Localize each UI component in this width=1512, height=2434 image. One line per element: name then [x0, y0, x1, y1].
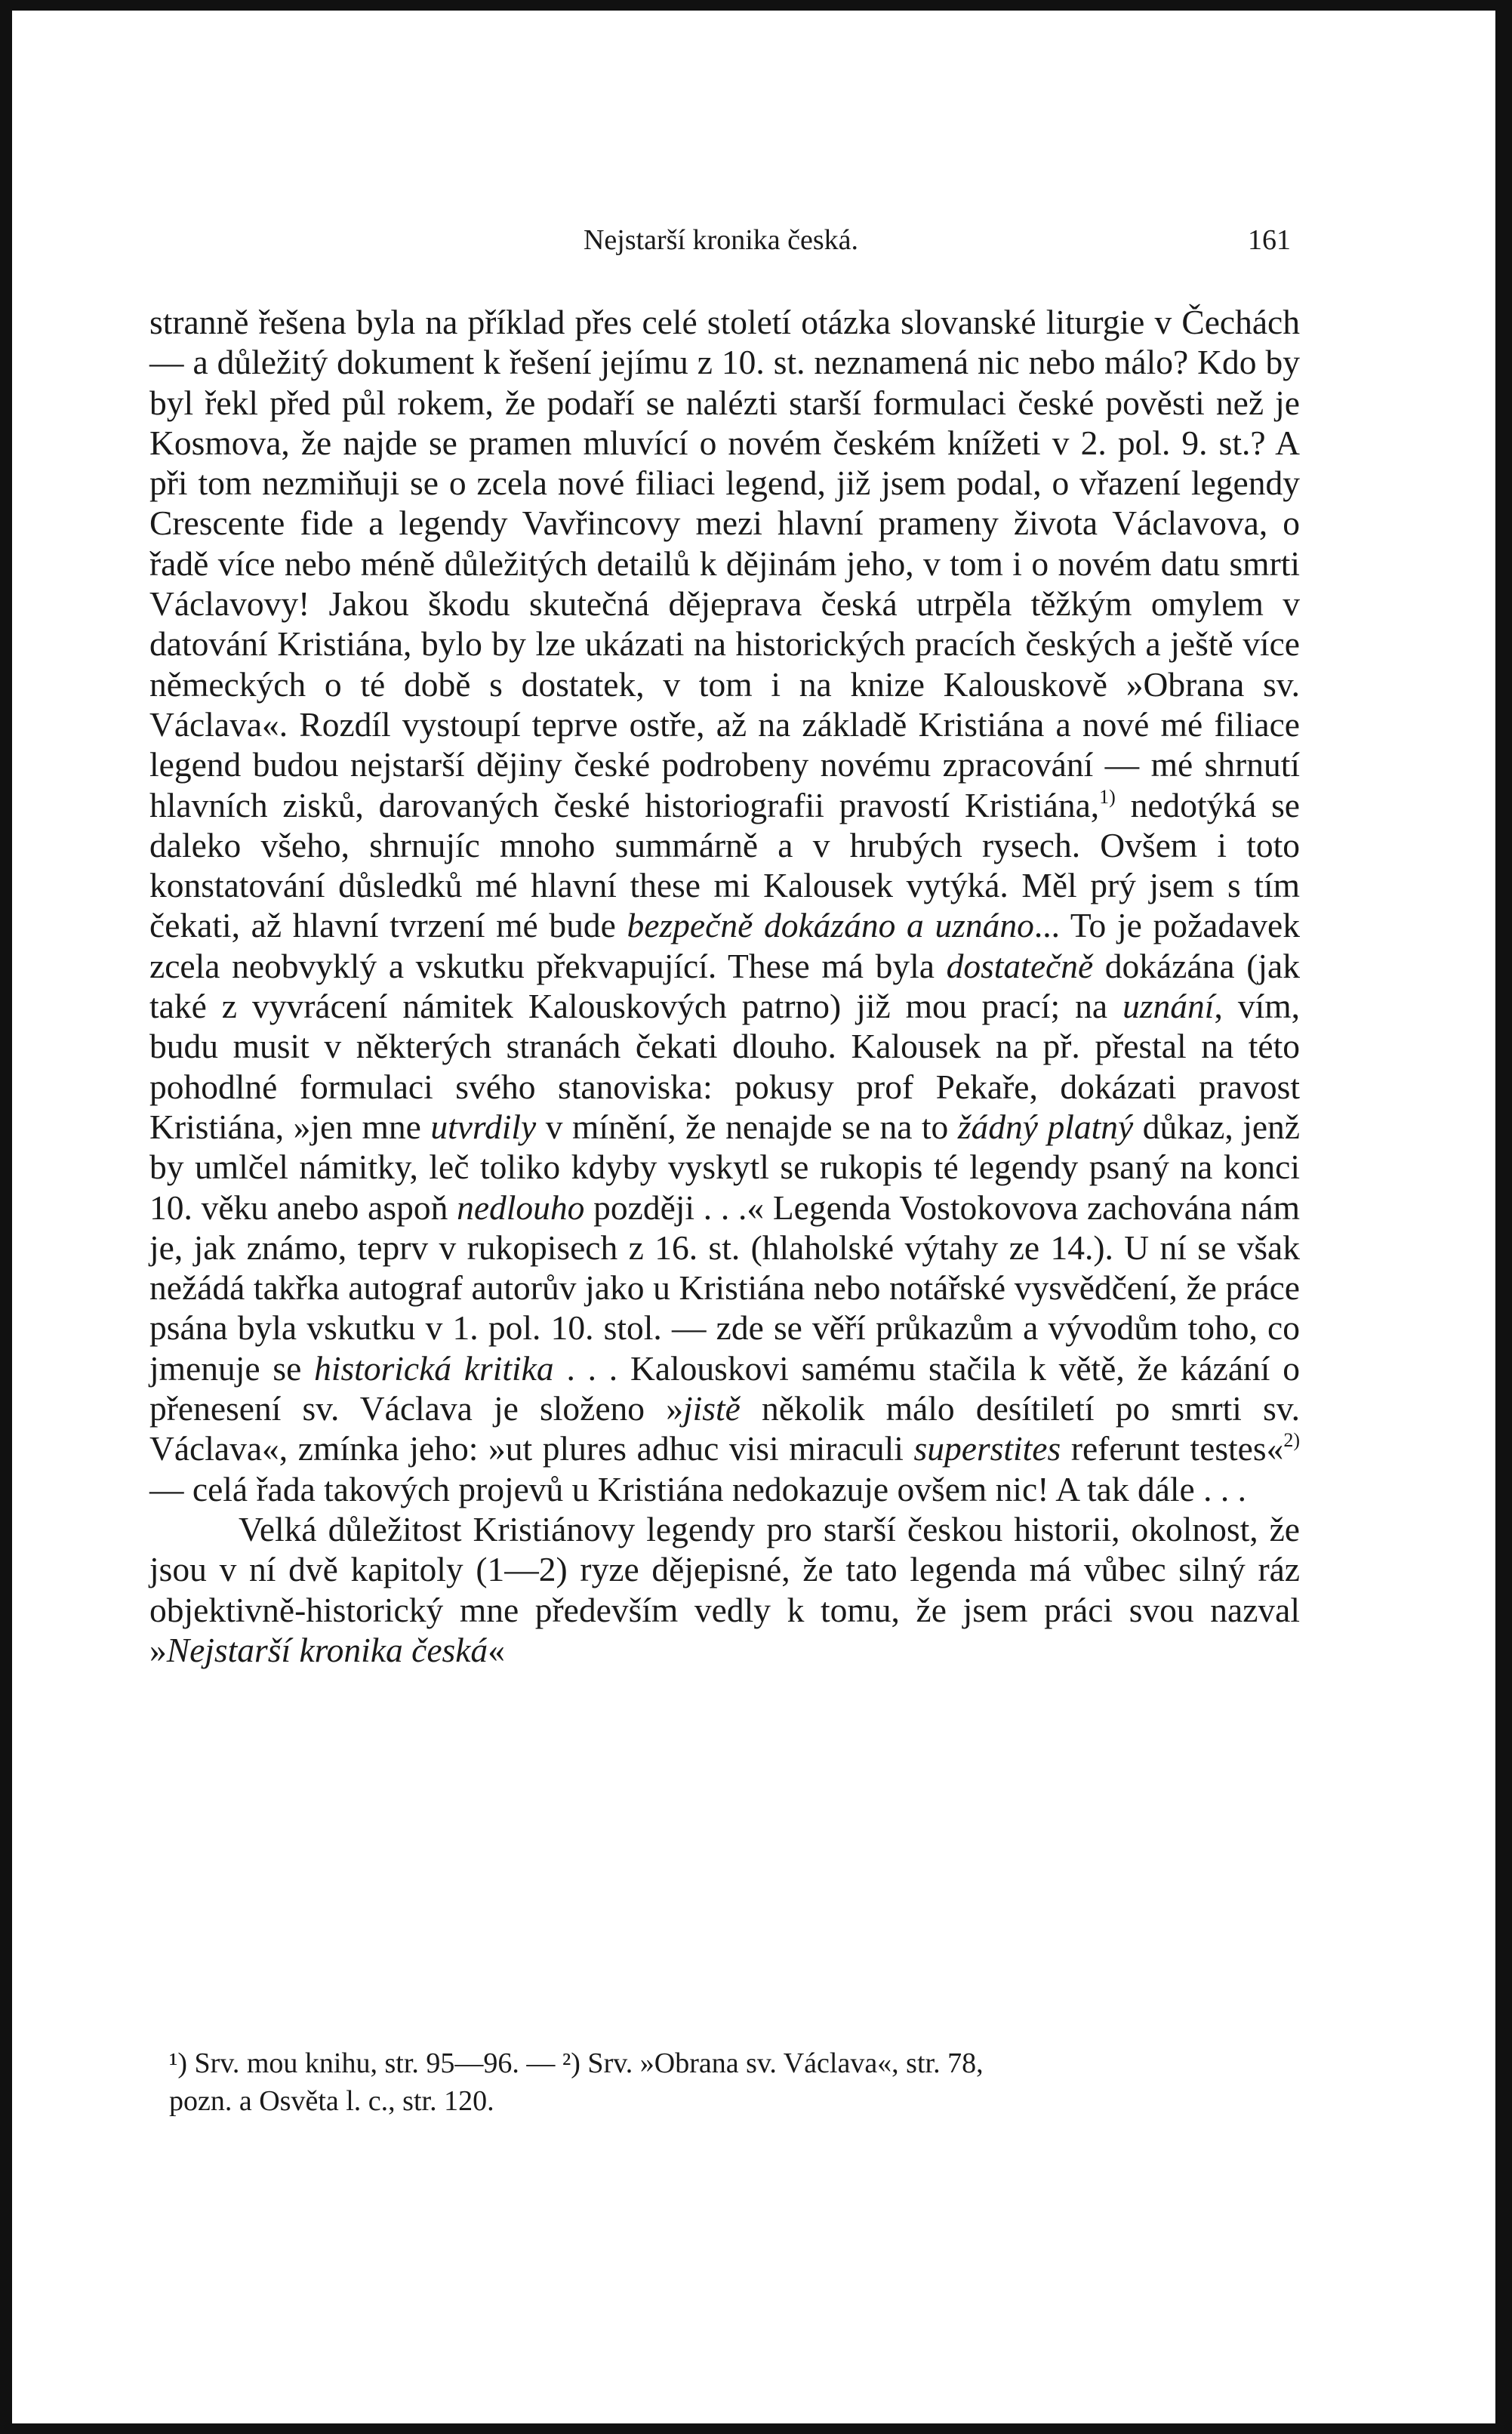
emphasis: nedlouho [457, 1188, 585, 1227]
running-header [151, 223, 1291, 269]
text-run: — celá řada takových projevů u Kristiána nedokazuje ovšem nic! A tak dále . . . [149, 1469, 1246, 1508]
footnote-ref-2: 2) [1283, 1429, 1300, 1452]
footnote-line-1: ¹) Srv. mou knihu, str. 95—96. — ²) Srv. »Obrana sv. Václava«, str. 78, [169, 2047, 984, 2079]
text-run: několik málo desítiletí po smrti sv. Václava«, zmínka jeho: »ut plures adhuc visi miraculi [149, 1389, 1301, 1468]
text-run: . . . Kalouskovi samému stačila k větě, že kázání o přenesení sv. Václava je složeno » [149, 1348, 1301, 1428]
paragraph-1 [149, 302, 1300, 1509]
scan-border-left [0, 0, 12, 2434]
footnotes [159, 2044, 1300, 2120]
emphasis: superstites [913, 1429, 1061, 1468]
paragraph-2 [149, 1509, 1300, 1670]
emphasis: dostatečně [946, 946, 1094, 985]
text-run: důkaz, jenž by umlčel námitky, leč toliko kdyby vyskytl se rukopis té legendy psaný na konci 10. věku anebo aspoň [149, 1107, 1300, 1227]
emphasis: žádný platný [957, 1107, 1134, 1146]
emphasis: utvrdily [430, 1107, 537, 1146]
scan-border-right [1495, 0, 1512, 2434]
main-text [149, 302, 1300, 1670]
text-run: nedotýká se daleko všeho, shrnujíc mnoho summárně a v hrubých rysech. Ovšem i toto konstatování důsledků mé hlavní these mi Kalousek vytýká. Měl prý jsem s tím čekati, až hlavní tvrzení mé bude [149, 785, 1300, 945]
page-number: 161 [1248, 224, 1291, 256]
text-run: ... To je požadavek zcela neobvyklý a vskutku překvapující. These má byla [149, 906, 1300, 985]
scan-border-top [0, 0, 1512, 11]
footnote-line-2: pozn. a Osvěta l. c., str. 120. [169, 2085, 494, 2117]
emphasis: Nejstarší kronika česká [166, 1630, 488, 1669]
scan-border-bottom [0, 2423, 1512, 2434]
emphasis: uznání [1122, 987, 1215, 1026]
emphasis: historická kritika [314, 1348, 554, 1388]
text-run: stranně řešena byla na příklad přes celé století otázka slovanské liturgie v Čechách — a důležitý dokument k řešení jejímu z 10. st. neznamená nic nebo málo? Kdo by byl řekl před půl rokem, že podaří se nalézti starší formulaci české pověsti než je Kosmova, že najde se pramen mluvící o novém českém knížeti v 2. pol. 9. st.? A při tom nezmiňuji se o zcela nové filiaci legend, již jsem podal, o vřazení legendy Crescente fide a legendy Vavřincovy mezi hlavní prameny života Václavova, o řadě více nebo méně důležitých detailů k dějinám jeho, v tom i o novém datu smrti Václavovy! Jakou škodu skutečná dějeprava česká utrpěla těžkým omylem v datování Kristiána, bylo by lze ukázati na historických pracích českých a ještě více německých o té době s dostatek, v tom i na knize Kalouskově »Obrana sv. Václava«. Rozdíl vystoupí teprve ostře, až na základě Kristiána a nové mé filiace legend budou nejstarší dějiny české podrobeny novému zpracování — mé shrnutí hlavních zisků, darovaných české historiografii pravostí Kristiána, [149, 303, 1300, 824]
footnote-ref-1: 1) [1099, 785, 1116, 808]
text-run: , vím, budu musit v některých stranách čekati dlouho. Kalousek na př. přestal na této pohodlné formulaci svého stanoviska: pokusy prof Pekaře, dokázati pravost Kristiána, »jen mne [149, 987, 1300, 1146]
emphasis: jistě [682, 1389, 741, 1428]
text-run: v mínění, že nenajde se na to [536, 1107, 958, 1146]
emphasis: bezpečně dokázáno a uznáno [627, 906, 1034, 945]
text-run: « [488, 1630, 505, 1669]
text-run: Velká důležitost Kristiánovy legendy pro starší českou historii, okolnost, že jsou v ní dvě kapitoly (1—2) ryze dějepisné, že tato legenda má vůbec silný ráz objektivně-historický mne především vedly k tomu, že jsem práci svou nazval » [149, 1509, 1300, 1669]
text-run: později . . .« Legenda Vostokovova zachována nám je, jak známo, teprv v rukopisech z 16. st. (hlaholské výtahy ze 14.). U ní se však nežádá takřka autograf autorův jako u Kristiána nebo notářské vysvědčení, že práce psána byla vskutku v 1. pol. 10. stol. — zde se věří průkazům a vývodům toho, co jmenuje se [149, 1188, 1300, 1388]
text-run: referunt testes« [1061, 1429, 1284, 1468]
text-run: dokázána (jak také z vyvrácení námitek Kalouskových patrno) již mou prací; na [149, 946, 1300, 1026]
running-title: Nejstarší kronika česká. [583, 224, 859, 256]
